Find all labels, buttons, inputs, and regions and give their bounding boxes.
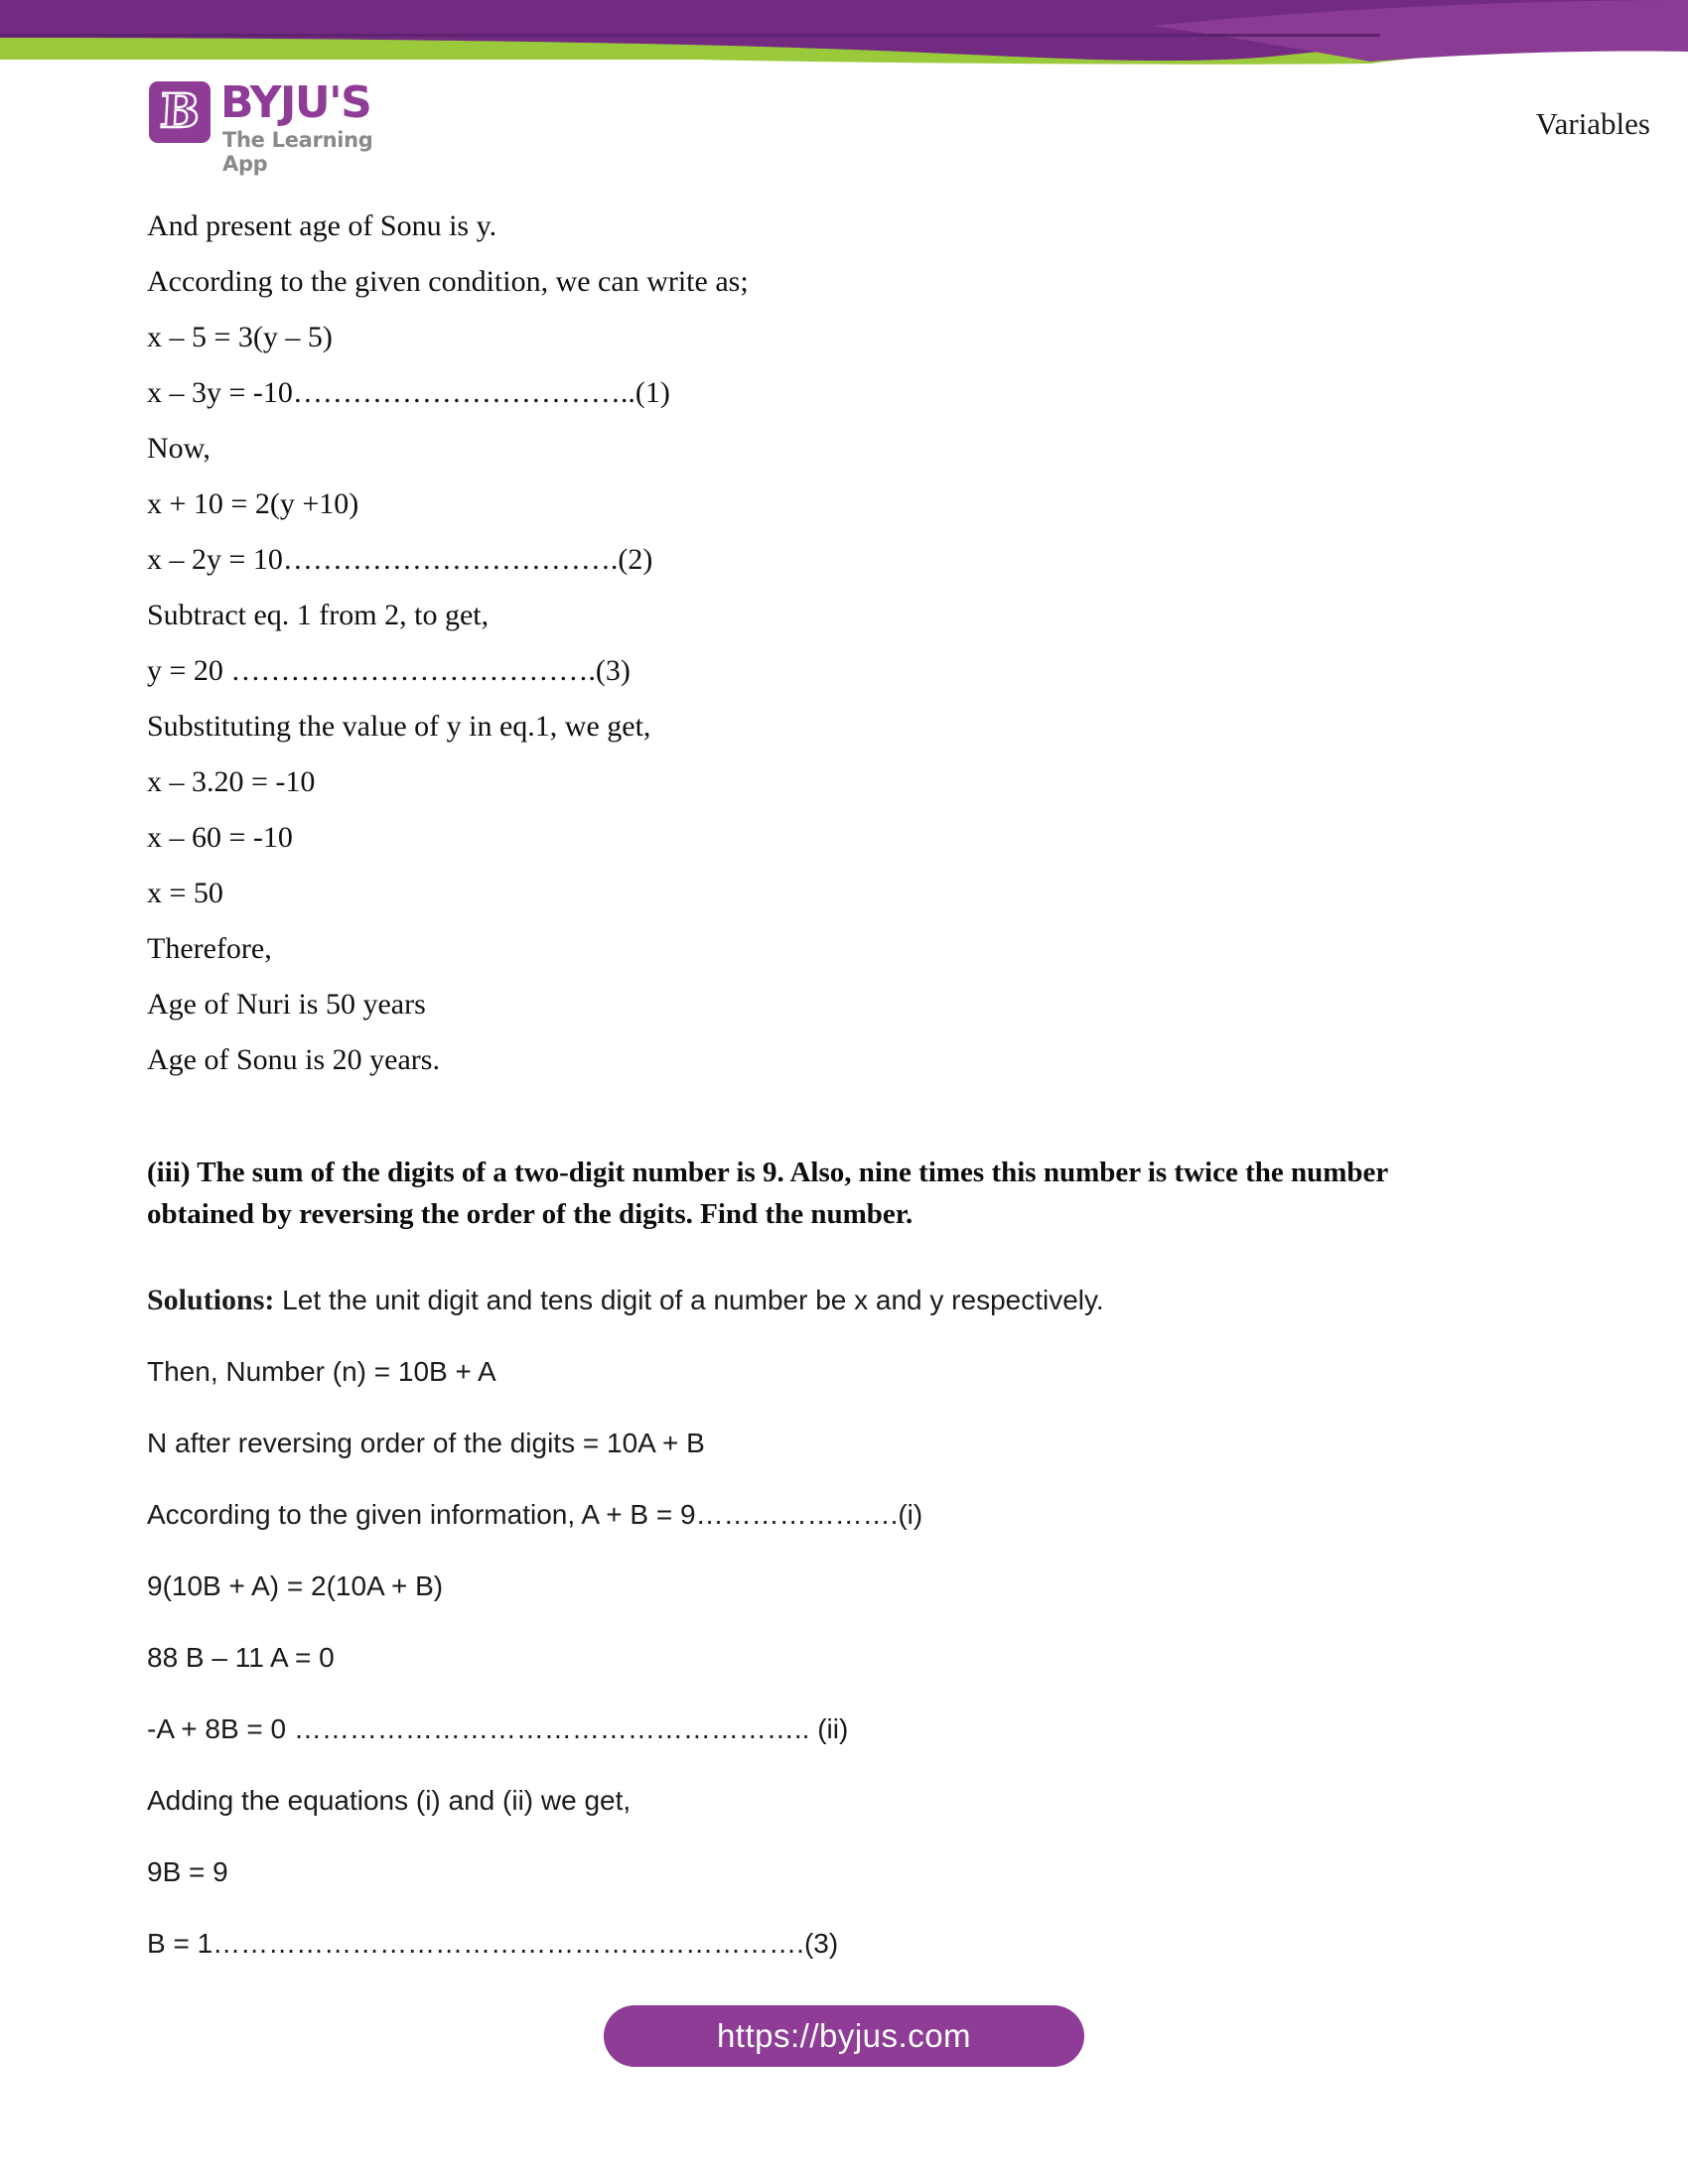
body-line: B = 1……………………………………………………….(3)	[147, 1928, 839, 1959]
body-line: 9B = 9	[147, 1856, 228, 1887]
body-line: x – 3y = -10……………………………..(1)	[147, 376, 670, 409]
byjus-url-button[interactable]: https://byjus.com	[604, 2005, 1084, 2067]
header-divider-line	[0, 34, 1380, 37]
body-line: Age of Nuri is 50 years	[147, 988, 426, 1021]
running-head	[1430, 104, 1650, 144]
body-line: x – 5 = 3(y – 5)	[147, 321, 333, 353]
body-line: x – 3.20 = -10	[147, 765, 316, 798]
body-line: According to the given condition, we can write as;	[147, 265, 749, 298]
body-line: Substituting the value of y in eq.1, we get,	[147, 710, 651, 743]
body-line: Age of Sonu is 20 years.	[147, 1043, 440, 1076]
section-spacer	[147, 1088, 1537, 1152]
body-line: And present age of Sonu is y.	[147, 209, 497, 242]
solution-part-ii-block	[147, 199, 1537, 1088]
body-line: x – 60 = -10	[147, 821, 293, 854]
body-line: -A + 8B = 0 ……………………………………………….. (ii)	[147, 1713, 849, 1744]
solutions-heading-line	[147, 1265, 1537, 1336]
body-line: According to the given information, A + B = 9………………….(i)	[147, 1499, 923, 1530]
body-line: y = 20 ……………………………….(3)	[147, 654, 631, 687]
solutions-label: Solutions:	[147, 1284, 275, 1316]
body-line: Adding the equations (i) and (ii) we get,	[147, 1785, 632, 1816]
byjus-wordmark: BYJU'S	[220, 77, 371, 128]
byjus-logo	[149, 77, 417, 176]
body-line: Subtract eq. 1 from 2, to get,	[147, 599, 490, 631]
logo-b-glyph: B	[158, 84, 202, 139]
question-iii-text: (iii) The sum of the digits of a two-digit number is 9. Also, nine times this number is twice the number obtained by reversing the order of the digits. Find the number.	[147, 1157, 1388, 1230]
body-line: x = 50	[147, 877, 223, 909]
header-banner	[0, 0, 1688, 89]
running-head-text: Variables	[1535, 106, 1650, 141]
body-line: x – 2y = 10…………………………….(2)	[147, 543, 653, 576]
document-body	[147, 199, 1537, 1979]
body-line: 9(10B + A) = 2(10A + B)	[147, 1570, 444, 1601]
body-line: Therefore,	[147, 932, 272, 965]
section-spacer	[147, 1235, 1537, 1265]
body-line: N after reversing order of the digits = 10A + B	[147, 1428, 705, 1458]
byjus-tagline: The Learning App	[222, 128, 373, 176]
body-line: Then, Number (n) = 10B + A	[147, 1356, 496, 1387]
solutions-heading-rest: Let the unit digit and tens digit of a number be x and y respectively.	[274, 1285, 1104, 1315]
body-line: Now,	[147, 432, 211, 465]
body-line: 88 B – 11 A = 0	[147, 1642, 335, 1673]
byjus-logo-mark-icon	[149, 81, 211, 143]
body-line: x + 10 = 2(y +10)	[147, 487, 359, 520]
